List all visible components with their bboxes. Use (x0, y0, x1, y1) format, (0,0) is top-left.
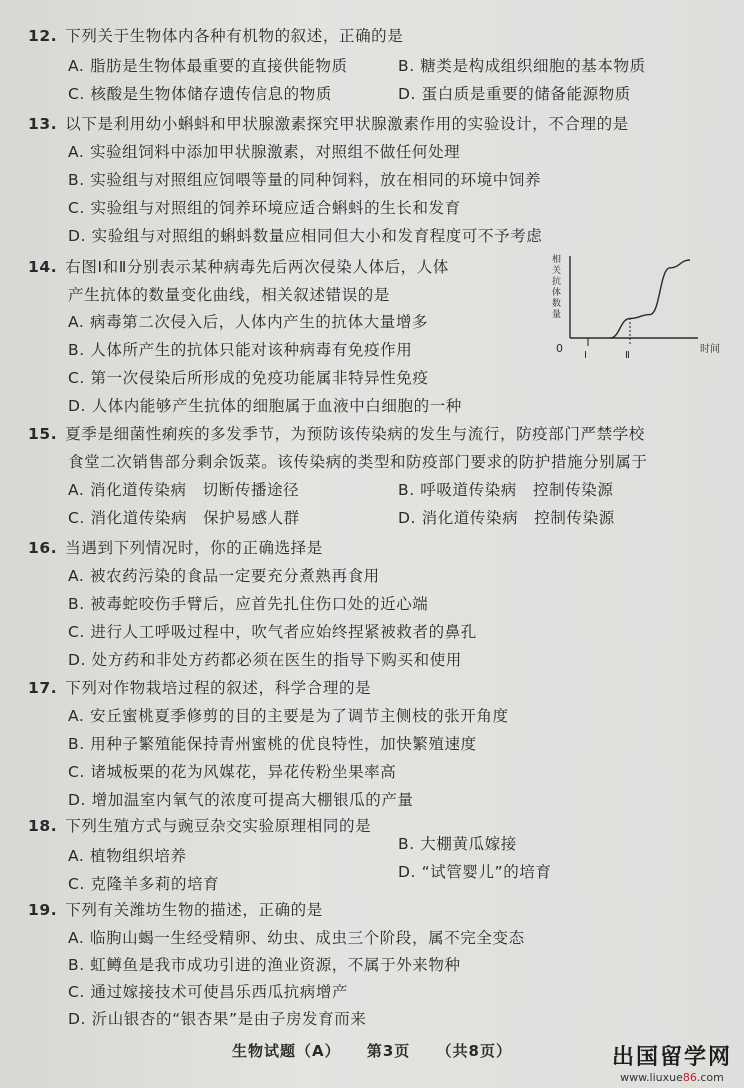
option-b: B. 糖类是构成组织细胞的基本物质 (398, 57, 646, 75)
option-c: C. 第一次侵染后所形成的免疫功能属非特异性免疫 (68, 369, 429, 387)
option-d: D. 处方药和非处方药都必须在医生的指导下购买和使用 (68, 651, 462, 669)
option-d: D. 蛋白质是重要的储备能源物质 (398, 85, 631, 103)
y-axis-label (552, 253, 561, 320)
option-c: C. 进行人工呼吸过程中，吹气者应始终捏紧被救者的鼻孔 (68, 623, 477, 641)
option-b: B. 实验组与对照组应饲喂等量的同种饲料，放在相同的环境中饲养 (68, 171, 542, 189)
question-number: 12. (28, 27, 58, 45)
watermark-url: www.liuxue86.com (620, 1071, 724, 1084)
option-a: A. 消化道传染病 切断传播途径 (68, 481, 300, 499)
option-c: C. 克隆羊多莉的培育 (68, 875, 220, 893)
question-stem-cont: 食堂二次销售部分剩余饭菜。该传染病的类型和防疫部门要求的防护措施分别属于 (68, 453, 648, 471)
site-watermark (612, 1040, 732, 1084)
question-number: 15. (28, 425, 58, 443)
option-b: B. 人体所产生的抗体只能对该种病毒有免疫作用 (68, 341, 413, 359)
option-a: A. 脂肪是生物体最重要的直接供能物质 (68, 57, 348, 75)
footer-page: 第3页 (366, 1042, 411, 1060)
mark-ii-label: Ⅱ (625, 350, 630, 361)
option-c: C. 诸城板栗的花为风媒花，异花传粉坐果率高 (68, 763, 397, 781)
y-axis-label-char: 抗 (552, 277, 562, 287)
option-c: C. 消化道传染病 保护易感人群 (68, 509, 300, 527)
question-stem: 下列生殖方式与豌豆杂交实验原理相同的是 (65, 817, 372, 835)
option-b: B. 被毒蛇咬伤手臂后，应首先扎住伤口处的近心端 (68, 595, 429, 613)
option-c: C. 核酸是生物体储存遗传信息的物质 (68, 85, 332, 103)
option-d: D. 人体内能够产生抗体的细胞属于血液中白细胞的一种 (68, 397, 462, 415)
y-axis-label-char: 关 (552, 266, 562, 276)
question-stem: 以下是利用幼小蝌蚪和甲状腺激素探究甲状腺激素作用的实验设计，不合理的是 (65, 115, 629, 133)
option-b: B. 大棚黄瓜嫁接 (398, 835, 517, 853)
y-axis-label-char: 相 (552, 255, 562, 265)
option-d: D. 增加温室内氧气的浓度可提高大棚银瓜的产量 (68, 791, 414, 809)
question-number: 16. (28, 539, 58, 557)
question-number: 13. (28, 115, 58, 133)
option-a: A. 临朐山蝎一生经受精卵、幼虫、成虫三个阶段，属不完全变态 (68, 929, 525, 947)
question-number: 14. (28, 258, 58, 276)
footer-total: （共8页） (436, 1042, 512, 1060)
question-number: 18. (28, 817, 58, 835)
question-stem-cont: 产生抗体的数量变化曲线，相关叙述错误的是 (68, 286, 391, 304)
y-axis-label-char: 数 (552, 299, 562, 309)
option-a: A. 植物组织培养 (68, 847, 187, 865)
mark-i-label: Ⅰ (584, 350, 587, 361)
question-stem: 下列对作物栽培过程的叙述，科学合理的是 (65, 679, 372, 697)
option-c: C. 通过嫁接技术可使昌乐西瓜抗病增产 (68, 983, 349, 1001)
option-a: A. 被农药污染的食品一定要充分煮熟再食用 (68, 567, 380, 585)
option-a: A. 实验组饲料中添加甲状腺激素，对照组不做任何处理 (68, 143, 461, 161)
question-number: 19. (28, 901, 58, 919)
footer-subject: 生物试题（A） (232, 1042, 341, 1060)
question-stem: 当遇到下列情况时，你的正确选择是 (65, 539, 323, 557)
option-c: C. 实验组与对照组的饲养环境应适合蝌蚪的生长和发育 (68, 199, 461, 217)
question-stem: 下列有关潍坊生物的描述，正确的是 (65, 901, 323, 919)
y-axis-label-char: 量 (552, 310, 562, 320)
option-b: B. 用种子繁殖能保持青州蜜桃的优良特性，加快繁殖速度 (68, 735, 477, 753)
option-d: D. “试管婴儿”的培育 (398, 863, 552, 881)
y-axis-label-char: 体 (552, 288, 562, 298)
option-a: A. 安丘蜜桃夏季修剪的目的主要是为了调节主侧枝的张开角度 (68, 707, 509, 725)
option-d: D. 实验组与对照组的蝌蚪数量应相同但大小和发育程度可不予考虑 (68, 227, 543, 245)
question-stem: 下列关于生物体内各种有机物的叙述，正确的是 (65, 27, 404, 45)
option-d: D. 消化道传染病 控制传染源 (398, 509, 615, 527)
option-b: B. 呼吸道传染病 控制传染源 (398, 481, 614, 499)
question-number: 17. (28, 679, 58, 697)
antibody-chart (548, 248, 728, 378)
question-stem: 右图Ⅰ和Ⅱ分别表示某种病毒先后两次侵染人体后，人体 (65, 258, 449, 276)
origin-label: 0 (556, 342, 563, 355)
question-stem: 夏季是细菌性痢疾的多发季节，为预防该传染病的发生与流行，防疫部门严禁学校 (65, 425, 645, 443)
option-d: D. 沂山银杏的“银杏果”是由子房发育而来 (68, 1010, 367, 1028)
option-b: B. 虹鳟鱼是我市成功引进的渔业资源，不属于外来物种 (68, 956, 461, 974)
antibody-curve (610, 260, 690, 338)
watermark-title: 出国留学网 (611, 1045, 732, 1070)
option-a: A. 病毒第二次侵入后，人体内产生的抗体大量增多 (68, 313, 429, 331)
x-axis-label: 时间 (700, 344, 720, 355)
